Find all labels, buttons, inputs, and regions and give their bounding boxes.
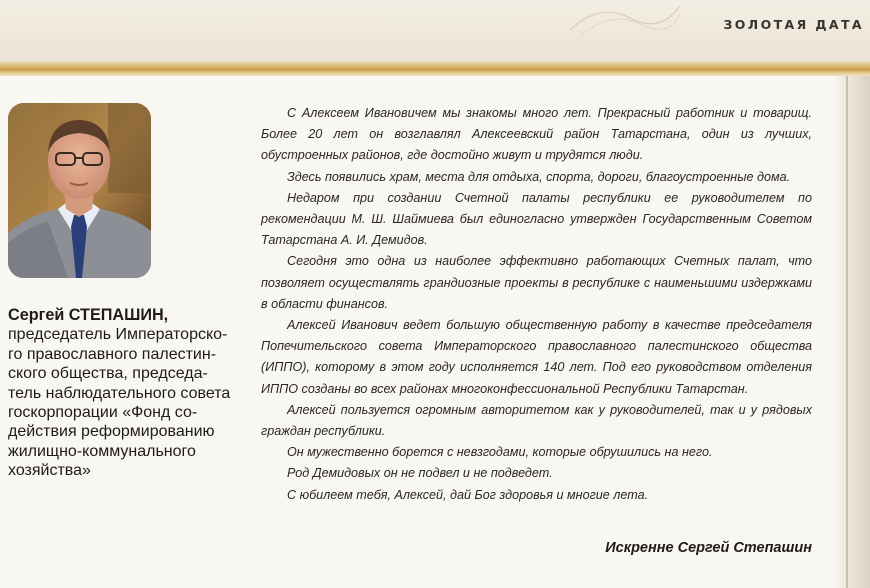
letter-paragraph: Он мужественно борется с невзгодами, которые обрушились на него. bbox=[287, 445, 713, 460]
caption-line: тель наблюдательного совета bbox=[8, 384, 231, 402]
letter-paragraph: Здесь появились храм, места для отдыха, спорта, дороги, благоустроенные дома. bbox=[287, 169, 791, 184]
caption-line: го православного палестин- bbox=[8, 345, 217, 363]
letter-paragraph: С юбилеем тебя, Алексей, дай Бог здоровья и многие лета. bbox=[287, 487, 649, 502]
letter-paragraph: Род Демидовых он не подвел и не подведет. bbox=[287, 466, 553, 481]
portrait-photo bbox=[8, 103, 151, 278]
signature: Искренне Сергей Степашин bbox=[605, 540, 812, 556]
letter-body bbox=[261, 103, 812, 506]
caption-line: действия реформированию bbox=[8, 423, 215, 441]
gold-divider bbox=[0, 62, 870, 76]
caption-line: ского общества, председа- bbox=[8, 365, 208, 383]
caption-name: Сергей СТЕПАШИН, bbox=[8, 306, 169, 324]
letter-paragraph: Недаром при создании Счетной палаты республики ее руководителем по рекомендации М. Ш. Шаймиева был единогласно утвержден Государственным Советом Татарстана А. И. Демидов. bbox=[261, 190, 812, 248]
page-edge-line bbox=[846, 76, 848, 588]
caption-line: жилищно-коммунального bbox=[8, 442, 196, 460]
letter-paragraph: Алексей пользуется огромным авторитетом как у руководителей, так и у рядовых граждан республики. bbox=[261, 402, 812, 439]
portrait-image bbox=[8, 103, 151, 278]
portrait-caption bbox=[8, 306, 248, 481]
letter-paragraph: Алексей Иванович ведет большую общественную работу в качестве председателя Попечительского совета Императорского православного палестинского общества (ИППО), которому в этом году исполняется 140 лет. Под его руководством отделения ИППО созданы во всех районах многоконфессиональной Республики Татарстан. bbox=[261, 318, 812, 396]
header-band bbox=[0, 0, 870, 66]
letter-paragraph: Сегодня это одна из наиболее эффективно работающих Счетных палат, что позволяет осуществлять грандиозные проекты в республике с наименьшими издержками в области финансов. bbox=[261, 254, 812, 311]
section-title: ЗОЛОТАЯ ДАТА bbox=[723, 17, 864, 32]
ornament-decoration bbox=[570, 0, 680, 36]
page-edge bbox=[832, 76, 870, 588]
letter-paragraph: С Алексеем Ивановичем мы знакомы много лет. Прекрасный работник и товарищ. Более 20 лет он возглавлял Алексеевский район Татарстана, один из лучших, обустроенных районов, где достойно живут и трудятся люди. bbox=[261, 106, 812, 163]
caption-line: хозяйства» bbox=[8, 462, 91, 480]
caption-line: госкорпорации «Фонд со- bbox=[8, 404, 198, 422]
caption-line: председатель Императорско- bbox=[8, 326, 228, 344]
